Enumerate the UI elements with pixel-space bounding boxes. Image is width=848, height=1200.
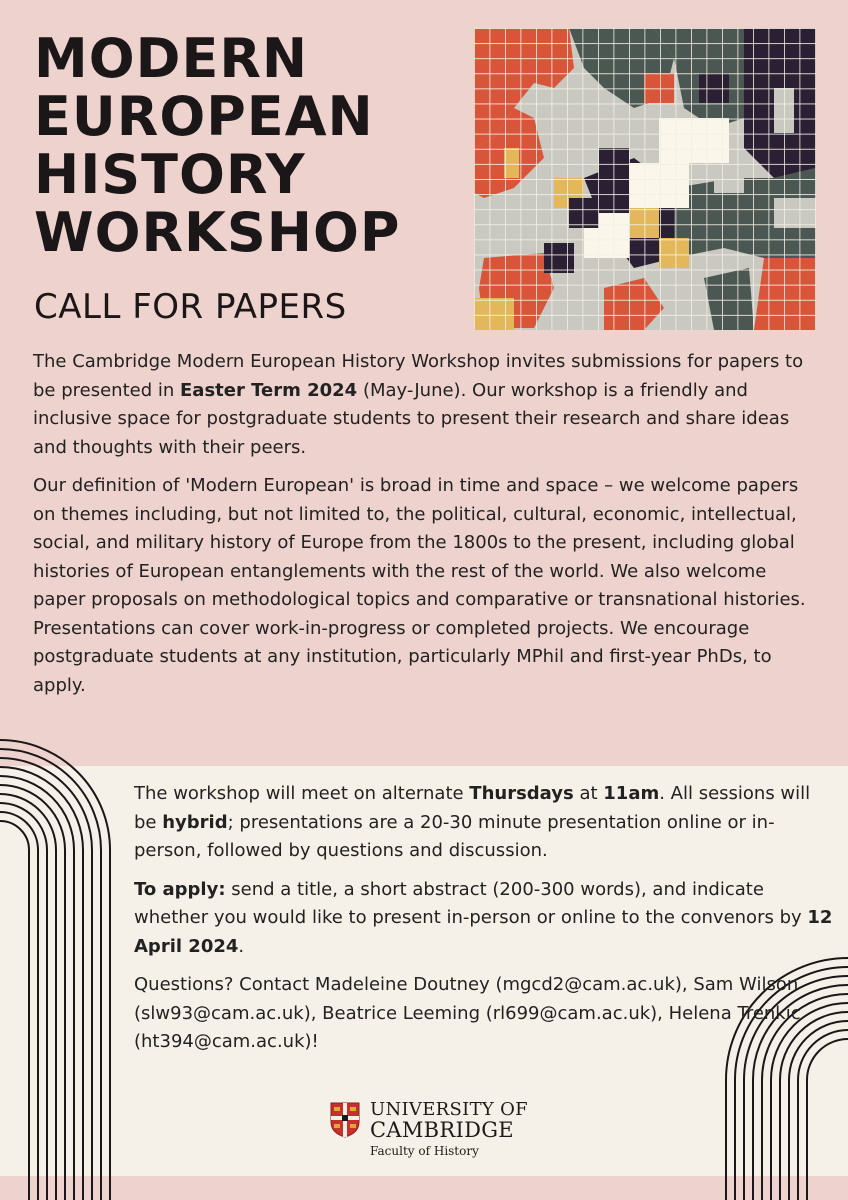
cambridge-crest-icon xyxy=(330,1102,360,1138)
easter-term-highlight: Easter Term 2024 xyxy=(180,379,358,401)
meeting-info: The workshop will meet on alternate Thursdays at 11am. All sessions will be hybrid; presentations are a 20-30 minute presentation online or in-person, followed by questions and discussion. xyxy=(134,783,811,861)
decorative-arcs-left xyxy=(0,730,112,1200)
university-name: UNIVERSITY OF CAMBRIDGE xyxy=(370,1099,528,1142)
intro-text xyxy=(33,348,818,710)
title-line-2: EUROPEAN xyxy=(34,85,374,148)
intro-paragraph-2: Our definition of 'Modern European' is broad in time and space – we welcome papers on themes including, but not limited to, the political, cultural, economic, intellectual, social, and military history of Europe from the 1800s to the present, including global histories of European entanglements with the rest of the world. We also welcome paper proposals on methodological topics and comparative or transnational histories. Presentations can cover work-in-progress or completed projects. We encourage postgraduate students at any institution, particularly MPhil and first-year PhDs, to apply. xyxy=(33,475,806,696)
title-line-1: MODERN xyxy=(34,27,309,90)
faculty-name: Faculty of History xyxy=(370,1144,479,1158)
apply-info: To apply: send a title, a short abstract (200-300 words), and indicate whether you would like to present in-person or online to the convenors by 12 April 2024. xyxy=(134,878,833,957)
contact-info: Questions? Contact Madeleine Doutney (mgcd2@cam.ac.uk), Sam Wilson (slw93@cam.ac.uk), Beatrice Leeming (rl699@cam.ac.uk), Helena Trenkic (ht394@cam.ac.uk)! xyxy=(134,974,801,1052)
intro-paragraph-1: The Cambridge Modern European History Workshop invites submissions for papers to be presented in Easter Term 2024 (May-June). Our workshop is a friendly and inclusive space for postgraduate students to present their research and share ideas and thoughts with their peers. xyxy=(33,351,804,458)
europe-grid-map-illustration xyxy=(474,28,816,330)
university-logo xyxy=(330,1099,530,1164)
call-for-papers-subtitle: CALL FOR PAPERS xyxy=(34,287,347,327)
poster-title xyxy=(34,27,464,264)
title-line-3: HISTORY xyxy=(34,143,306,206)
title-line-4: WORKSHOP xyxy=(34,201,401,264)
workshop-details xyxy=(134,780,834,1067)
